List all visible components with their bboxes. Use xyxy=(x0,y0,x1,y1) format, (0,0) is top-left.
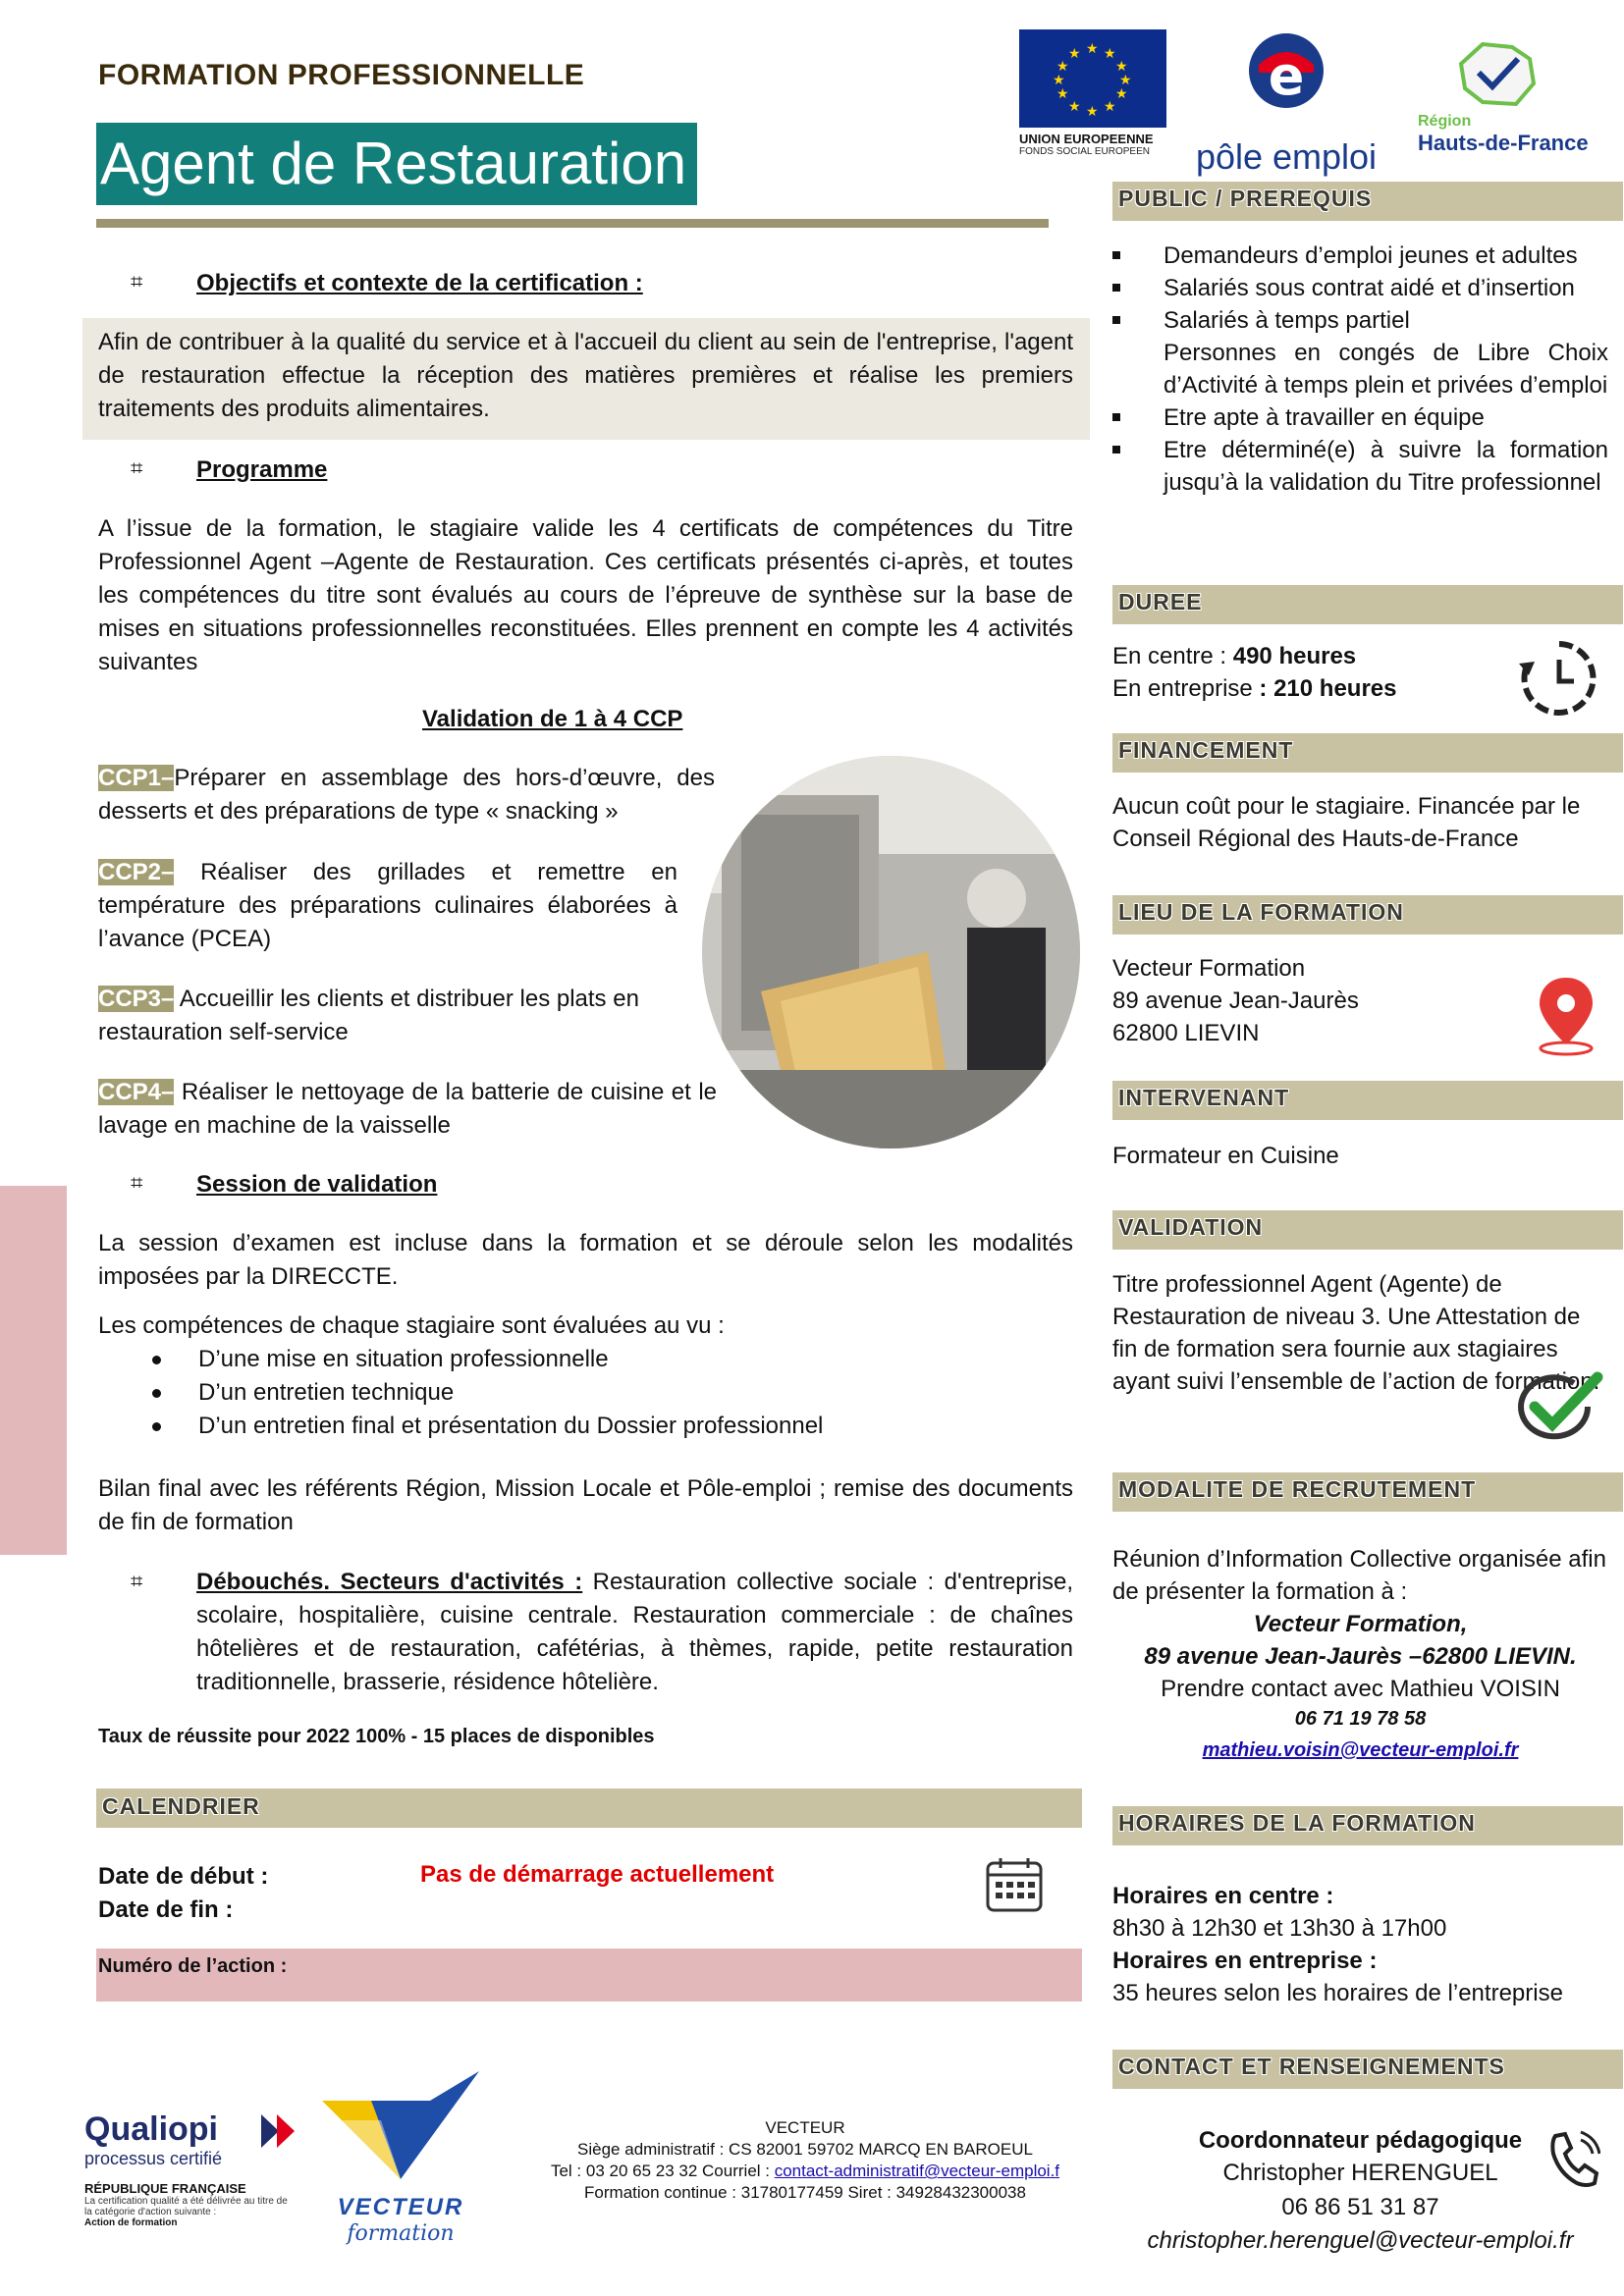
page-title: Agent de Restauration xyxy=(96,123,697,205)
clock-icon xyxy=(1517,636,1601,725)
ccp-tag: CCP1– xyxy=(98,765,175,791)
horaires-entreprise-label: Horaires en entreprise : xyxy=(1112,1948,1378,1974)
footer-email-link[interactable]: contact-administratif@vecteur-emploi.f xyxy=(774,2162,1060,2180)
lieu-line1: Vecteur Formation xyxy=(1112,955,1306,982)
qualiopi-subtitle: processus certifié xyxy=(84,2149,223,2168)
republique-francaise: RÉPUBLIQUE FRANÇAISE xyxy=(84,2181,246,2196)
contact-phone: 06 86 51 31 87 xyxy=(1281,2194,1439,2220)
vecteur-subwordmark: formation xyxy=(347,2221,455,2246)
financement-bar xyxy=(1112,733,1623,773)
section-bullet-icon: ⌗ xyxy=(131,269,143,294)
vecteur-logo xyxy=(312,2071,489,2258)
intervenant-heading: INTERVENANT xyxy=(1118,1085,1290,1110)
list-item: Demandeurs d’emploi jeunes et adultes xyxy=(1112,240,1608,272)
footer-address xyxy=(511,2117,1100,2204)
validation-bar xyxy=(1112,1210,1623,1250)
section-bullet-icon: ⌗ xyxy=(131,1170,143,1195)
list-item: Etre apte à travailler en équipe xyxy=(1112,401,1608,434)
recrutement-line1: Réunion d’Information Collective organisée afin de présenter la formation à : xyxy=(1112,1546,1606,1605)
qualiopi-category: Action de formation xyxy=(84,2217,178,2228)
public-heading: PUBLIC / PREREQUIS xyxy=(1118,186,1373,211)
qualiopi-note: La certification qualité a été délivrée au titre de la catégorie d'action suivante : xyxy=(84,2196,288,2217)
contact-bar xyxy=(1112,2050,1623,2089)
ccp-tag: CCP3– xyxy=(98,986,175,1012)
vecteur-v-icon xyxy=(312,2071,489,2189)
eu-logo xyxy=(1019,29,1172,157)
objectifs-heading: Objectifs et contexte de la certification : xyxy=(196,270,643,296)
ccp-text: Préparer en assemblage des hors-d’œuvre, des desserts et des préparations de type « snacking » xyxy=(98,765,715,825)
list-item: D’une mise en situation professionnelle xyxy=(98,1343,1073,1376)
ccp-text: Accueillir les clients et distribuer les plats en restauration self-service xyxy=(98,986,639,1045)
phone-icon xyxy=(1547,2130,1600,2194)
intervenant-bar xyxy=(1112,1081,1623,1120)
checkmark-icon xyxy=(1515,1369,1603,1453)
kitchen-photo xyxy=(702,756,1080,1148)
horaires-centre-value: 8h30 à 12h30 et 13h30 à 17h00 xyxy=(1112,1915,1447,1942)
public-bar xyxy=(1112,182,1623,221)
eu-flag-icon: ★ ★ ★ ★ ★ ★ ★ ★ ★ ★ ★ ★ xyxy=(1019,29,1166,128)
list-item: Salariés sous contrat aidé et d’insertion xyxy=(1112,272,1608,304)
ccp-text: Réaliser des grillades et remettre en température des préparations culinaires élaborées à l’avance (PCEA) xyxy=(98,859,677,952)
qualiopi-logo xyxy=(84,2110,310,2228)
section-bullet-icon: ⌗ xyxy=(131,455,143,480)
hdf-line1: Région xyxy=(1418,113,1472,130)
recrutement-line3: 89 avenue Jean-Jaurès –62800 LIEVIN. xyxy=(1144,1643,1577,1670)
pole-emploi-wordmark: pôle emploi xyxy=(1195,136,1378,177)
footer-siege: Siège administratif : CS 82001 59702 MARCQ EN BAROEUL xyxy=(577,2140,1033,2159)
session-text2: Les compétences de chaque stagiaire sont évaluées au vu : xyxy=(98,1312,725,1339)
objectifs-text: Afin de contribuer à la qualité du service et à l'accueil du client au sein de l'entreprise, l'agent de restauration effectue la réception des matières premières et réalise les premiers traitements des produits alimentaires. xyxy=(98,329,1073,422)
ccp-text: Réaliser le nettoyage de la batterie de cuisine et le lavage en machine de la vaisselle xyxy=(98,1079,717,1139)
taux-reussite: Taux de réussite pour 2022 100% - 15 places de disponibles xyxy=(98,1726,655,1747)
contact-name: Christopher HERENGUEL xyxy=(1222,2160,1498,2186)
lieu-heading: LIEU DE LA FORMATION xyxy=(1118,899,1404,925)
eu-logo-line1: UNION EUROPEENNE xyxy=(1019,132,1154,146)
session-heading: Session de validation xyxy=(196,1171,438,1198)
footer-org: VECTEUR xyxy=(765,2118,845,2137)
section-bullet-icon: ⌗ xyxy=(131,1569,143,1593)
ccp-tag: CCP2– xyxy=(98,859,175,885)
financement-text: Aucun coût pour le stagiaire. Financée par le Conseil Régional des Hauts-de-France xyxy=(1112,793,1581,852)
contact-email[interactable]: christopher.herenguel@vecteur-emploi.fr xyxy=(1147,2227,1574,2254)
vecteur-wordmark: VECTEUR xyxy=(337,2194,464,2220)
session-text1: La session d’examen est incluse dans la formation et se déroule selon les modalités imposées par la DIRECCTE. xyxy=(98,1230,1073,1290)
session-text3: Bilan final avec les référents Région, Mission Locale et Pôle-emploi ; remise des documents de fin de formation xyxy=(98,1475,1073,1535)
recrutement-phone: 06 71 19 78 58 xyxy=(1294,1708,1427,1730)
ccp2 xyxy=(98,856,677,956)
horaires-bar xyxy=(1112,1806,1623,1845)
session-list xyxy=(98,1343,1073,1443)
contact-role: Coordonnateur pédagogique xyxy=(1198,2127,1523,2154)
list-item: D’un entretien technique xyxy=(98,1376,1073,1410)
pole-emploi-e-icon xyxy=(1188,29,1384,128)
hauts-de-france-logo xyxy=(1414,39,1600,155)
list-item: Salariés à temps partiel xyxy=(1112,304,1608,337)
validation-text: Titre professionnel Agent (Agente) de Restauration de niveau 3. Une Attestation de fin de formation sera fournie aux stagiaires ayant suivi l’ensemble de l’action de formation. xyxy=(1112,1271,1600,1395)
svg-text:e: e xyxy=(1268,45,1305,107)
debouches-heading: Débouchés. Secteurs d'activités : xyxy=(196,1569,583,1595)
qualiopi-wordmark: Qualiopi xyxy=(84,2110,218,2148)
date-debut-value: Pas de démarrage actuellement xyxy=(420,1861,775,1888)
debouches xyxy=(196,1566,1073,1699)
hdf-line2: Hauts-de-France xyxy=(1418,131,1589,155)
ccp3 xyxy=(98,983,687,1049)
lieu-line2: 89 avenue Jean-Jaurès xyxy=(1112,988,1359,1014)
public-list xyxy=(1112,240,1608,499)
numero-action-label: Numéro de l’action : xyxy=(98,1955,288,1977)
title-rule xyxy=(96,219,1049,228)
duree-bar xyxy=(1112,585,1623,624)
footer-tel: Tel : 03 20 65 23 32 Courriel : contact-administratif@vecteur-emploi.f xyxy=(550,2162,1060,2180)
recrutement-email-wrap xyxy=(1112,1739,1608,1762)
ccp1 xyxy=(98,762,715,828)
validation-heading: VALIDATION xyxy=(1118,1214,1264,1240)
list-sub-item: Personnes en congés de Libre Choix d’Activité à temps plein et privées d’emploi xyxy=(1164,340,1608,399)
intervenant-text: Formateur en Cuisine xyxy=(1112,1143,1339,1169)
recrutement-line4: Prendre contact avec Mathieu VOISIN xyxy=(1161,1676,1560,1702)
lieu-line3: 62800 LIEVIN xyxy=(1112,1020,1260,1046)
debouches-text: Restauration collective sociale : d'entreprise, scolaire, hospitalière, cuisine centrale. Restauration commerciale : de chaînes hôtelières et de restauration, cafétérias, à thèmes, rapide, petite restauration traditionnelle, brasserie, résidence hôtelière. xyxy=(196,1569,1073,1695)
calendar-icon xyxy=(985,1855,1044,1919)
location-pin-icon xyxy=(1534,974,1598,1063)
qualiopi-chevron-icon xyxy=(261,2114,300,2153)
calendrier-bar xyxy=(96,1789,1082,1828)
ccp-tag: CCP4– xyxy=(98,1079,175,1105)
list-item: Etre déterminé(e) à suivre la formation jusqu’à la validation du Titre professionnel xyxy=(1112,434,1608,499)
recrutement-bar xyxy=(1112,1472,1623,1512)
list-item: D’un entretien final et présentation du Dossier professionnel xyxy=(98,1410,1073,1443)
ccp4 xyxy=(98,1076,717,1143)
horaires-entreprise-value: 35 heures selon les horaires de l’entreprise xyxy=(1112,1980,1563,2006)
duree-centre: En centre : 490 heures xyxy=(1112,643,1357,669)
pole-emploi-logo xyxy=(1188,29,1384,177)
programme-text: A l’issue de la formation, le stagiaire valide les 4 certificats de compétences du Titre Professionnel Agent –Agente de Restauration. Ces certificats présentés ci-après, et toutes les compétences du titre sont évalués au cours de l’épreuve de synthèse sur la base de mises en situations professionnelles reconstituées. Elles prennent en compte les 4 activités suivantes xyxy=(98,515,1073,675)
date-fin-label: Date de fin : xyxy=(98,1896,234,1923)
horaires-heading: HORAIRES DE LA FORMATION xyxy=(1118,1810,1476,1836)
region-map-icon xyxy=(1453,39,1542,108)
contact-heading: CONTACT ET RENSEIGNEMENTS xyxy=(1118,2054,1505,2079)
recrutement-heading: MODALITE DE RECRUTEMENT xyxy=(1118,1476,1477,1502)
recrutement-email-link[interactable]: mathieu.voisin@vecteur-emploi.fr xyxy=(1202,1739,1519,1761)
calendrier-heading: CALENDRIER xyxy=(102,1793,260,1819)
lieu-bar xyxy=(1112,895,1623,934)
kicker: FORMATION PROFESSIONNELLE xyxy=(98,59,585,91)
footer-formation: Formation continue : 31780177459 Siret : 34928432300038 xyxy=(584,2183,1026,2202)
validation-ccp-heading: Validation de 1 à 4 CCP xyxy=(422,706,683,732)
horaires-centre-label: Horaires en centre : xyxy=(1112,1883,1334,1909)
financement-heading: FINANCEMENT xyxy=(1118,737,1294,763)
date-debut-label: Date de début : xyxy=(98,1863,269,1890)
duree-entreprise: En entreprise : 210 heures xyxy=(1112,675,1397,702)
recrutement-line2: Vecteur Formation, xyxy=(1253,1611,1468,1637)
programme-heading: Programme xyxy=(196,456,328,483)
duree-heading: DUREE xyxy=(1118,589,1203,614)
side-accent xyxy=(0,1186,67,1555)
eu-logo-line2: FONDS SOCIAL EUROPEEN xyxy=(1019,146,1150,157)
